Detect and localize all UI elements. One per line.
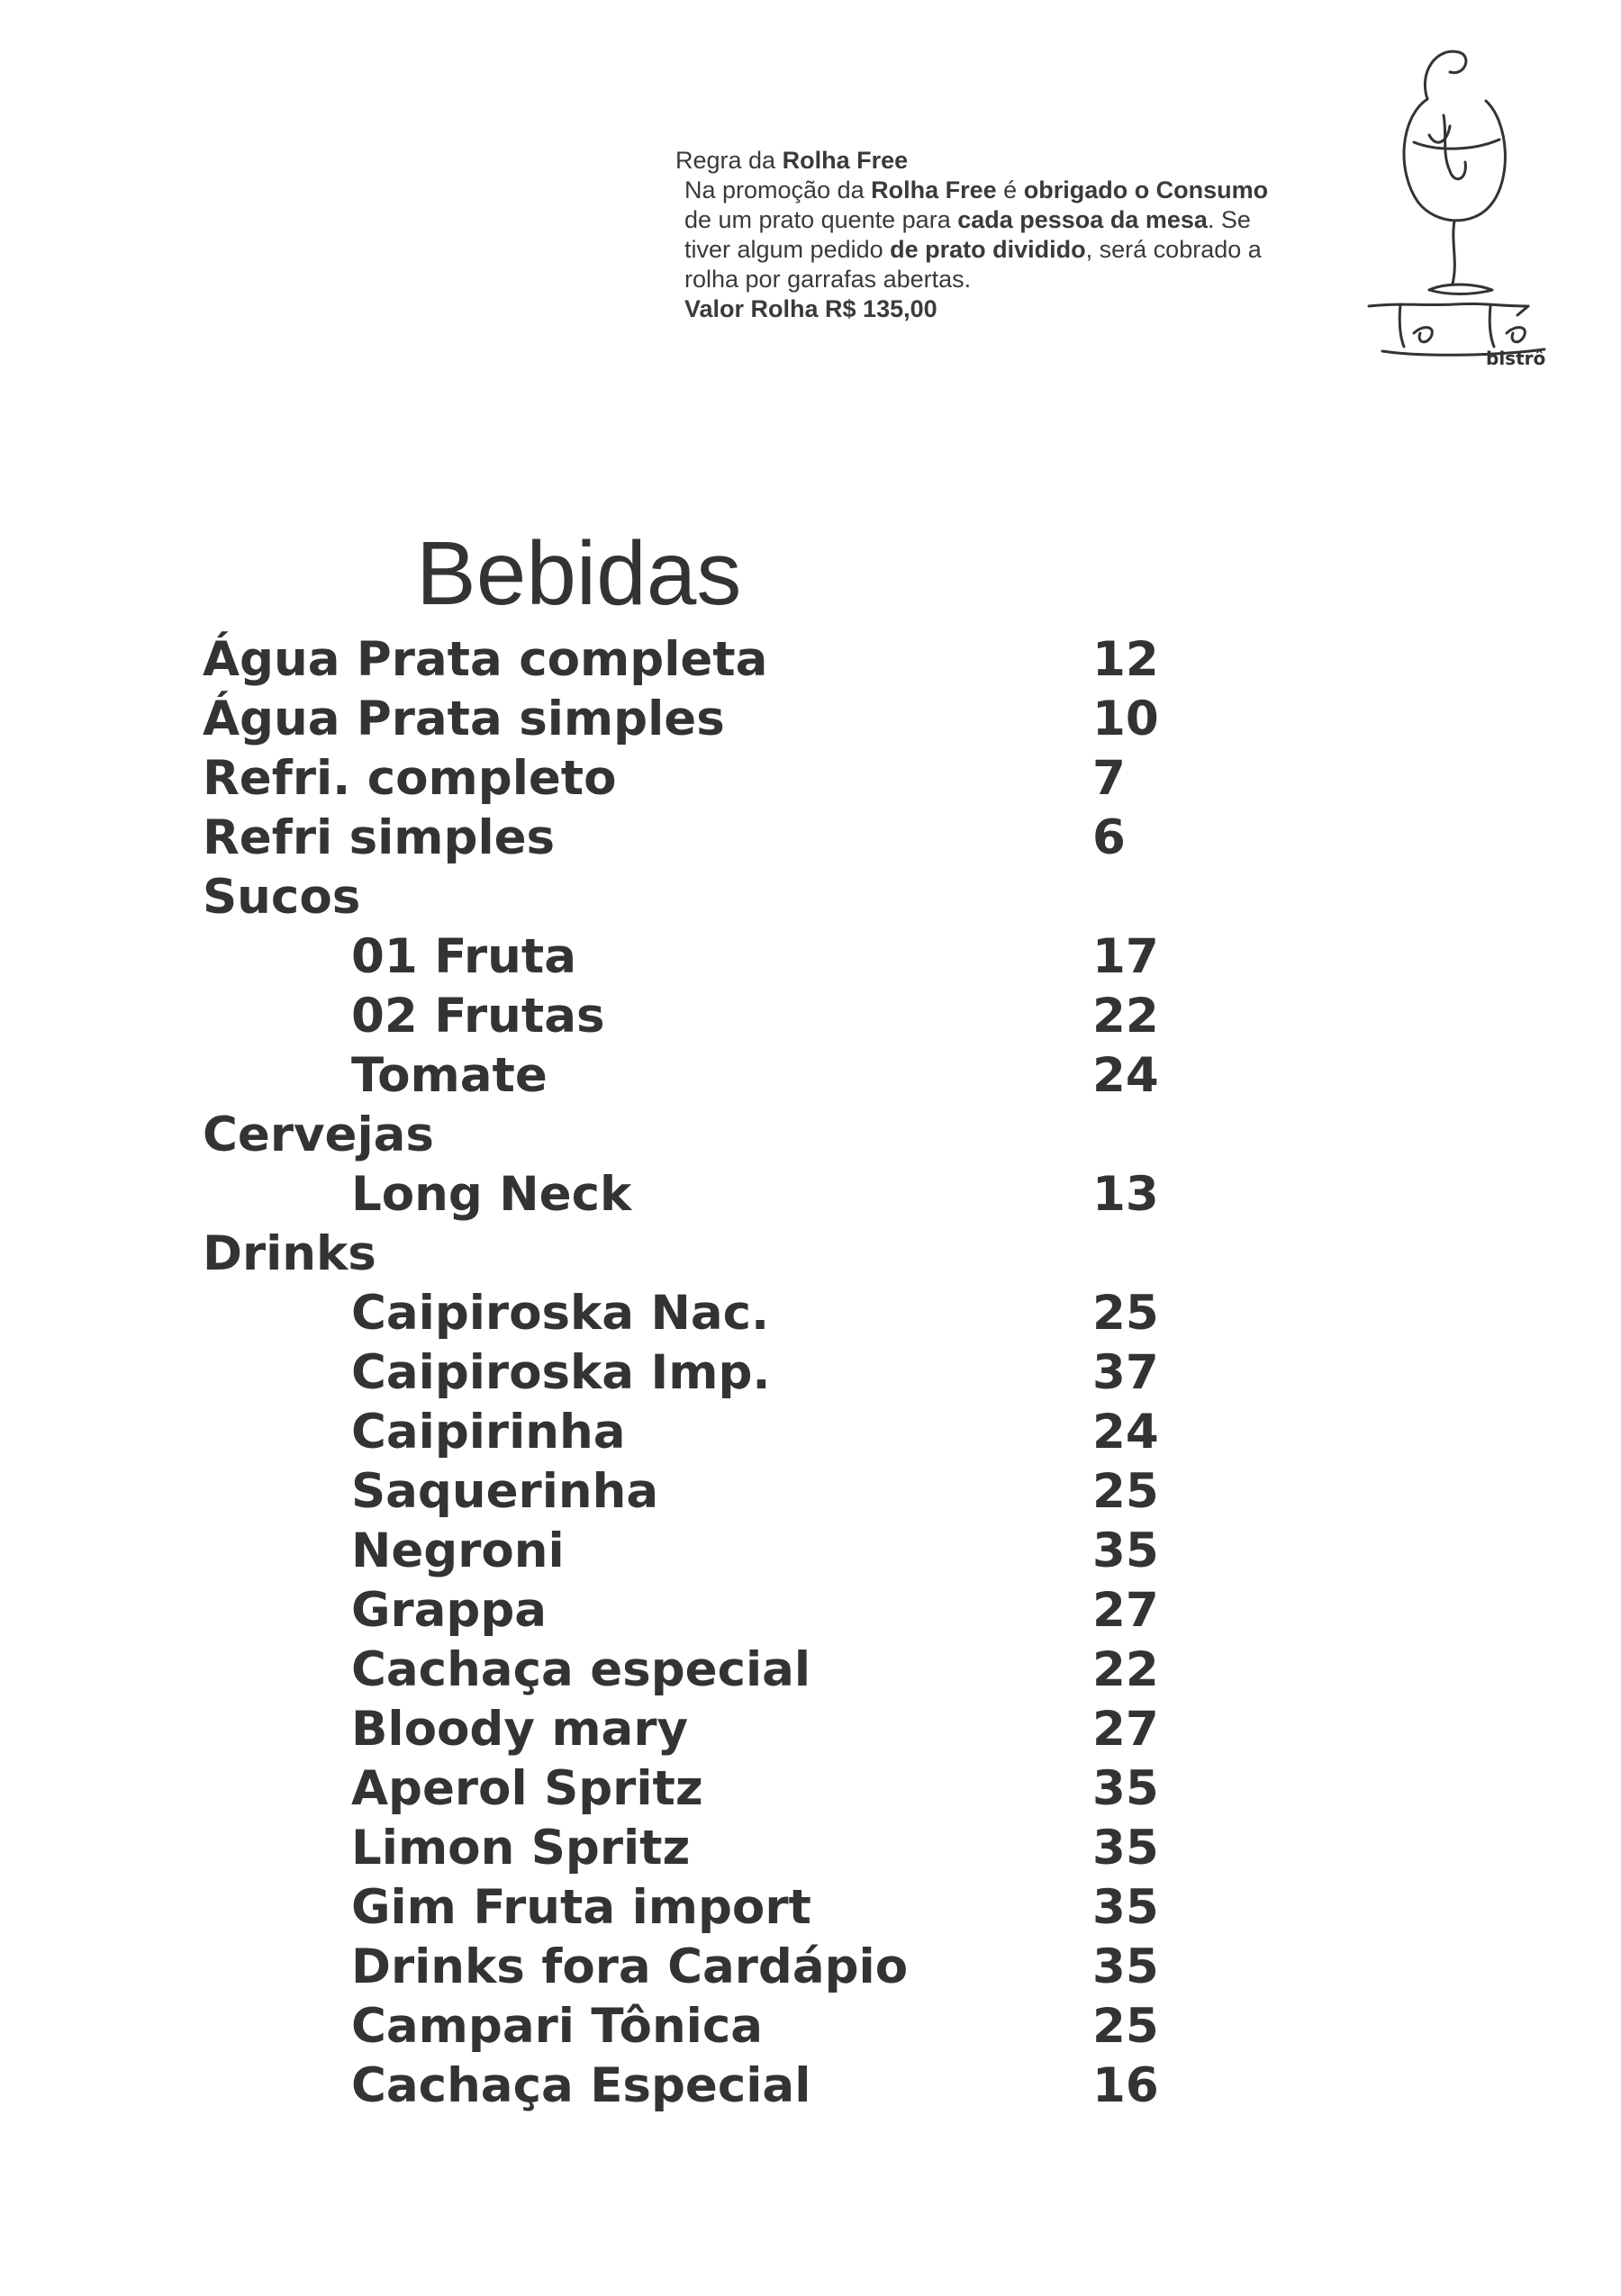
menu-item-name: Refri. completo — [203, 751, 617, 806]
menu-item — [203, 1878, 1193, 1938]
menu-category — [203, 1106, 1193, 1165]
menu-item-price: 37 — [1092, 1345, 1159, 1400]
menu-item-name: Cachaça especial — [351, 1642, 811, 1697]
rule-title-prefix: Regra da — [675, 147, 783, 174]
rule-line-1-b: Rolha Free — [871, 176, 997, 203]
menu-item-price: 25 — [1092, 1286, 1159, 1341]
menu-item-price: 27 — [1092, 1583, 1159, 1638]
menu-item — [203, 1938, 1193, 1997]
menu-item-name: Negroni — [351, 1523, 565, 1578]
menu-item — [203, 1046, 1193, 1106]
menu-item-price: 22 — [1092, 1642, 1159, 1697]
menu-item-price: 35 — [1092, 1821, 1159, 1876]
menu-item-name: Cachaça Especial — [351, 2058, 811, 2113]
menu-item-name: Refri simples — [203, 810, 556, 865]
menu-item-price: 16 — [1092, 2058, 1159, 2113]
menu-item-name: Caipiroska Nac. — [351, 1286, 770, 1341]
menu-item-name: Grappa — [351, 1583, 548, 1638]
menu-item-price: 17 — [1092, 929, 1159, 984]
rule-line-2-c: . Se — [1207, 206, 1251, 233]
menu-item — [203, 1403, 1193, 1462]
menu-item-name: Limon Spritz — [351, 1821, 691, 1876]
menu-item-price: 24 — [1092, 1048, 1159, 1103]
tete-bistro-logo — [1364, 36, 1562, 378]
rule-line-1-a: Na promoção da — [684, 176, 872, 203]
menu-item-price: 27 — [1092, 1702, 1159, 1757]
menu-item — [203, 630, 1193, 690]
wine-glass-icon — [1404, 99, 1505, 221]
menu-item — [203, 1581, 1193, 1641]
menu-item-price: 25 — [1092, 1464, 1159, 1519]
rule-title — [675, 146, 1360, 176]
menu-item-name: Drinks — [203, 1226, 376, 1281]
menu-item-name: Água Prata completa — [203, 632, 768, 687]
menu-item-price: 12 — [1092, 632, 1159, 687]
menu-item-price: 10 — [1092, 692, 1159, 746]
menu-item-name: Tomate — [351, 1048, 548, 1103]
rule-line-3-b: de prato dividido — [890, 236, 1086, 263]
rolha-free-rule — [675, 146, 1360, 324]
menu-item — [203, 987, 1193, 1046]
menu-item — [203, 1819, 1193, 1878]
rule-line-2-b: cada pessoa da mesa — [957, 206, 1208, 233]
menu-item — [203, 927, 1193, 987]
menu-title: Bebidas — [416, 523, 742, 624]
rule-price: Valor Rolha R$ 135,00 — [684, 295, 937, 322]
menu-item-name: Drinks fora Cardápio — [351, 1939, 909, 1994]
menu-item-name: Água Prata simples — [203, 692, 725, 746]
rule-line-1 — [684, 176, 1360, 205]
menu-item — [203, 2056, 1193, 2116]
menu-item — [203, 1284, 1193, 1343]
menu-item-name: Sucos — [203, 870, 361, 925]
rule-line-2 — [684, 205, 1360, 235]
rule-line-4: rolha por garrafas abertas. — [684, 266, 972, 293]
rule-line-1-c: é — [996, 176, 1024, 203]
menu-item — [203, 1997, 1193, 2056]
menu-item-price: 35 — [1092, 1880, 1159, 1935]
logo-subtitle: bistrô — [1486, 348, 1546, 369]
menu-item-name: Caipiroska Imp. — [351, 1345, 771, 1400]
rule-title-bold: Rolha Free — [782, 147, 909, 174]
menu-item — [203, 1343, 1193, 1403]
menu-item — [203, 809, 1193, 868]
menu-item-name: Long Neck — [351, 1167, 632, 1222]
rule-line-1-d: obrigado o Consumo — [1023, 176, 1269, 203]
menu-item-name: Saquerinha — [351, 1464, 659, 1519]
menu-item-name: Aperol Spritz — [351, 1761, 703, 1816]
menu-item-name: Caipirinha — [351, 1405, 626, 1460]
rule-line-3 — [684, 235, 1360, 265]
menu-item — [203, 1759, 1193, 1819]
menu-item-name: Cervejas — [203, 1107, 434, 1162]
rule-line-3-a: tiver algum pedido — [684, 236, 891, 263]
menu-item-price: 7 — [1092, 751, 1126, 806]
menu-item-price: 24 — [1092, 1405, 1159, 1460]
drinks-menu — [203, 630, 1193, 2116]
menu-item — [203, 1522, 1193, 1581]
menu-item-price: 22 — [1092, 989, 1159, 1044]
rule-body — [684, 176, 1360, 324]
menu-item-name: 02 Frutas — [351, 989, 605, 1044]
menu-item-price: 35 — [1092, 1523, 1159, 1578]
menu-category — [203, 868, 1193, 927]
menu-item-name: Bloody mary — [351, 1702, 689, 1757]
menu-item — [203, 1165, 1193, 1225]
rule-line-2-a: de um prato quente para — [684, 206, 958, 233]
menu-item — [203, 690, 1193, 749]
menu-item-price: 13 — [1092, 1167, 1159, 1222]
menu-item-price: 35 — [1092, 1761, 1159, 1816]
menu-item — [203, 1641, 1193, 1700]
menu-item-price: 25 — [1092, 1999, 1159, 2054]
menu-category — [203, 1225, 1193, 1284]
menu-item-name: Campari Tônica — [351, 1999, 764, 2054]
menu-item — [203, 1700, 1193, 1759]
menu-item — [203, 749, 1193, 809]
rule-line-3-c: , será cobrado a — [1085, 236, 1262, 263]
menu-item-name: Gim Fruta import — [351, 1880, 811, 1935]
menu-item — [203, 1462, 1193, 1522]
menu-item-price: 6 — [1092, 810, 1126, 865]
menu-item-price: 35 — [1092, 1939, 1159, 1994]
menu-item-name: 01 Fruta — [351, 929, 576, 984]
